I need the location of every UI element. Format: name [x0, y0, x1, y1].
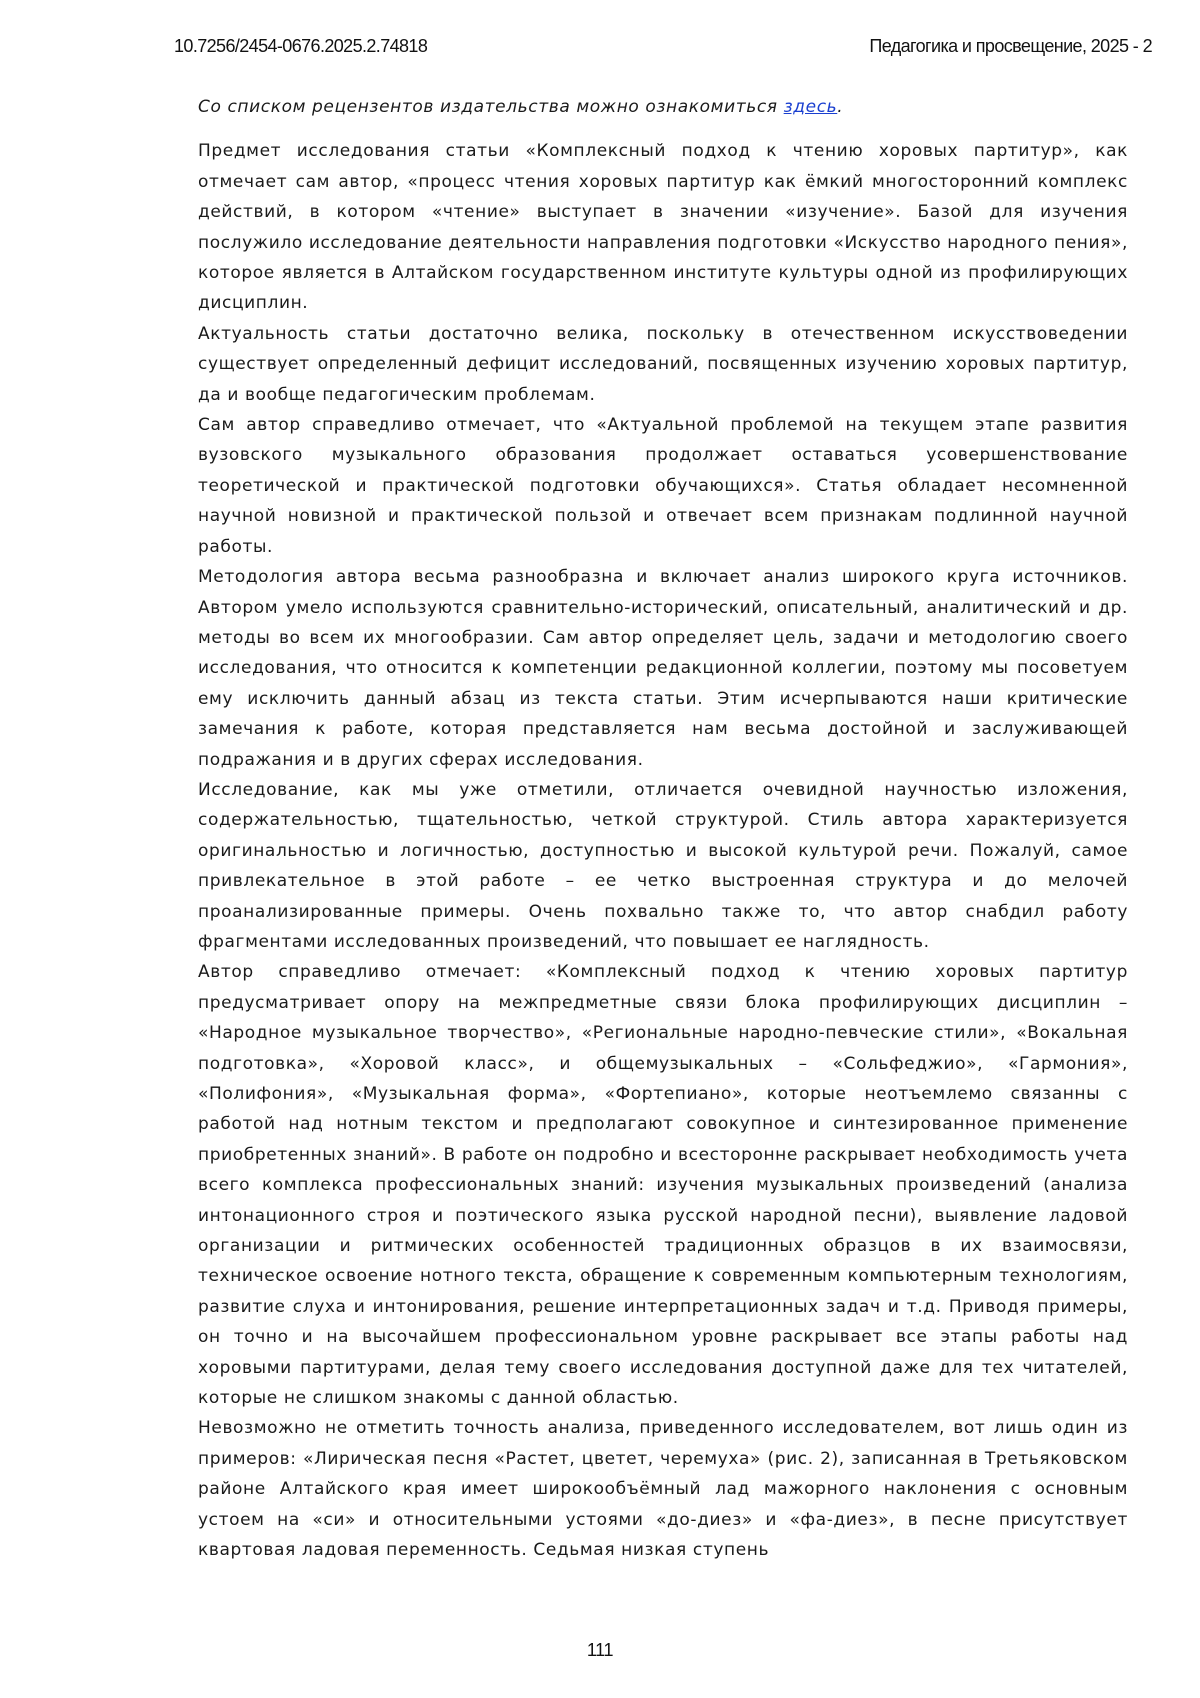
paragraph-methodology: Методология автора весьма разнообразна и включает анализ широкого круга источников. Автором умело используются сравнительно-исторический, описательный, аналитический и др. методы во всем их многообразии. Сам автор определяет цель, задачи и методологию своего исследования, что относится к компетенции редакционной коллегии, поэтому мы посоветуем ему исключить данный абзац из текста статьи. Этим исчерпываются наши критические замечания к работе, которая представляется нам весьма достойной и заслуживающей подражания и в других сферах исследования. — [198, 562, 1128, 775]
page-number: 111 — [0, 1640, 1200, 1661]
paragraph-analysis: Невозможно не отметить точность анализа, приведенного исследователем, вот лишь один из примеров: «Лирическая песня «Растет, цветет, черемуха» (рис. 2), записанная в Третьяковском районе Алтайского края имеет широкообъёмный лад мажорного наклонения с основным устоем на «си» и относительными устоями «до-диез» и «фа-диез», в песне присутствует квартовая ладовая переменность. Седьмая низкая ступень — [198, 1413, 1128, 1565]
reviewers-suffix: . — [837, 97, 843, 117]
paragraph-style: Исследование, как мы уже отметили, отличается очевидной научностью изложения, содержательностью, тщательностью, четкой структурой. Стиль автора характеризуется оригинальностью и логичностью, доступностью и высокой культурой речи. Пожалуй, самое привлекательное в этой работе – ее четко выстроенная структура и до мелочей проанализированные примеры. Очень похвально также то, что автор снабдил работу фрагментами исследованных произведений, что повышает ее наглядность. — [198, 775, 1128, 957]
paragraph-subject: Предмет исследования статьи «Комплексный подход к чтению хоровых партитур», как отмечает сам автор, «процесс чтения хоровых партитур как ёмкий многосторонний комплекс действий, в котором «чтение» выступает в значении «изучение». Базой для изучения послужило исследование деятельности направления подготовки «Искусство народного пения», которое является в Алтайском государственном институте культуры одной из профилирующих дисциплин. — [198, 136, 1128, 318]
article-body — [198, 92, 1128, 1566]
paragraph-relevance: Актуальность статьи достаточно велика, поскольку в отечественном искусствоведении существует определенный дефицит исследований, посвященных изучению хоровых партитур, да и вообще педагогическим проблемам. — [198, 319, 1128, 410]
reviewers-link[interactable]: здесь — [784, 97, 838, 117]
page-header — [174, 36, 1152, 62]
doi-label: 10.7256/2454-0676.2025.2.74818 — [174, 36, 427, 57]
reviewers-note — [198, 92, 1128, 122]
reviewers-text: Со списком рецензентов издательства можно ознакомиться — [198, 97, 784, 117]
journal-title: Педагогика и просвещение, 2025 - 2 — [869, 36, 1152, 57]
paragraph-approach: Автор справедливо отмечает: «Комплексный подход к чтению хоровых партитур предусматривает опору на межпредметные связи блока профилирующих дисциплин – «Народное музыкальное творчество», «Региональные народно-певческие стили», «Вокальная подготовка», «Хоровой класс», и общемузыкальных – «Сольфеджио», «Гармония», «Полифония», «Музыкальная форма», «Фортепиано», которые неотъемлемо связанны с работой над нотным текстом и предполагают совокупное и синтезированное применение приобретенных знаний». В работе он подробно и всесторонне раскрывает необходимость учета всего комплекса профессиональных знаний: изучения музыкальных произведений (анализа интонационного строя и поэтического языка русской народной песни), выявление ладовой организации и ритмических особенностей традиционных образцов в их взаимосвязи, техническое освоение нотного текста, обращение к современным компьютерным технологиям, развитие слуха и интонирования, решение интерпретационных задач и т.д. Приводя примеры, он точно и на высочайшем профессиональном уровне раскрывает все этапы работы над хоровыми партитурами, делая тему своего исследования доступной даже для тех читателей, которые не слишком знакомы с данной областью. — [198, 957, 1128, 1413]
paragraph-novelty: Сам автор справедливо отмечает, что «Актуальной проблемой на текущем этапе развития вузовского музыкального образования продолжает оставаться усовершенствование теоретической и практической подготовки обучающихся». Статья обладает несомненной научной новизной и практической пользой и отвечает всем признакам подлинной научной работы. — [198, 410, 1128, 562]
